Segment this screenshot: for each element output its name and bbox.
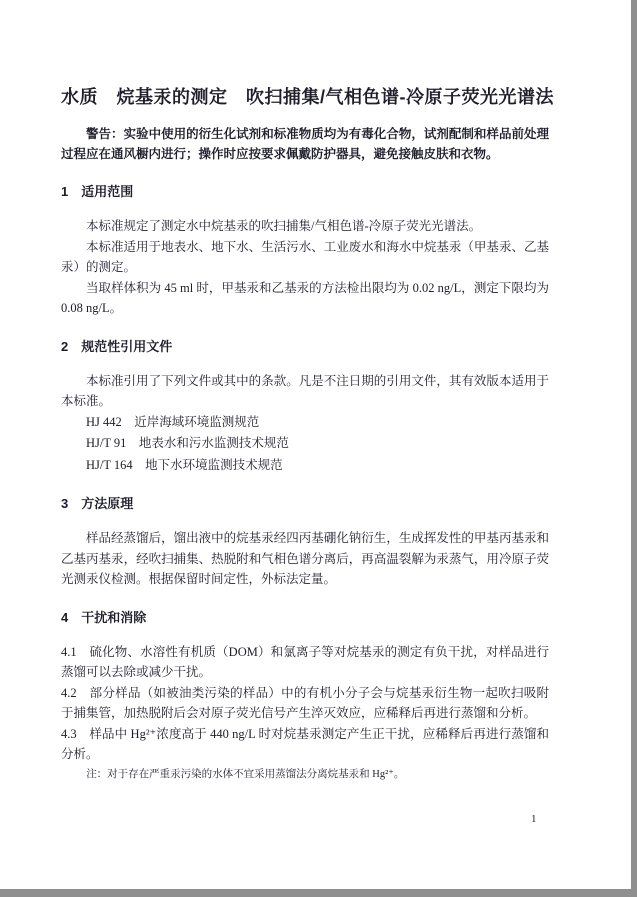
section-1-heading: 1 适用范围 [61, 184, 134, 199]
section-4-item: 4.3 样品中 Hg²⁺浓度高于 440 ng/L 时对烷基汞测定产生正干扰，应稀释后再进行蒸馏和分析。 [61, 726, 549, 761]
section-2-heading: 2 规范性引用文件 [61, 338, 173, 354]
reference-item: HJ 442 近岸海域环境监测规范 [86, 414, 260, 429]
section-3-paragraph: 样品经蒸馏后，馏出液中的烷基汞经四丙基硼化钠衍生，生成挥发性的甲基丙基汞和乙基丙基汞，经吹扫捕集、热脱附和气相色谱分离后，再高温裂解为汞蒸气，用冷原子荧光测汞仪检测。根据保留时间定性，外标法定量。 [61, 531, 549, 586]
section-2-paragraph: 本标准引用了下列文件或其中的条款。凡是不注日期的引用文件，其有效版本适用于本标准。 [61, 373, 549, 408]
warning-paragraph: 警告：实验中使用的衍生化试剂和标准物质均为有毒化合物，试剂配制和样品前处理过程应在通风橱内进行；操作时应按要求佩戴防护器具，避免接触皮肤和衣物。 [61, 127, 549, 161]
reference-item: HJ/T 91 地表水和污水监测技术规范 [86, 436, 289, 450]
section-4-heading: 4 干扰和消除 [61, 609, 147, 625]
document-content [61, 84, 554, 785]
reference-item: HJ/T 164 地下水环境监测技术规范 [86, 457, 283, 472]
section-1-paragraph: 本标准规定了测定水中烷基汞的吹扫捕集/气相色谱-冷原子荧光光谱法。 [86, 219, 482, 233]
page-number: 1 [531, 813, 537, 825]
document-title: 水质 烷基汞的测定 吹扫捕集/气相色谱-冷原子荧光光谱法 [61, 87, 554, 107]
section-4-item: 4.1 硫化物、水溶性有机质（DOM）和氯离子等对烷基汞的测定有负干扰，对样品进行蒸馏可以去除或减少干扰。 [61, 644, 549, 679]
section-4-note: 注：对于存在严重汞污染的水体不宜采用蒸馏法分离烷基汞和 Hg²⁺。 [86, 768, 405, 780]
section-3-heading: 3 方法原理 [61, 496, 134, 511]
section-1-paragraph: 当取样体积为 45 ml 时，甲基汞和乙基汞的方法检出限均为 0.02 ng/L，测定下限均为 0.08 ng/L。 [61, 280, 549, 315]
section-1-paragraph: 本标准适用于地表水、地下水、生活污水、工业废水和海水中烷基汞（甲基汞、乙基汞）的测定。 [61, 239, 549, 274]
section-4-item: 4.2 部分样品（如被油类污染的样品）中的有机小分子会与烷基汞衍生物一起吹扫吸附于捕集管，加热脱附后会对原子荧光信号产生淬灭效应，应稀释后再进行蒸馏和分析。 [61, 685, 549, 720]
